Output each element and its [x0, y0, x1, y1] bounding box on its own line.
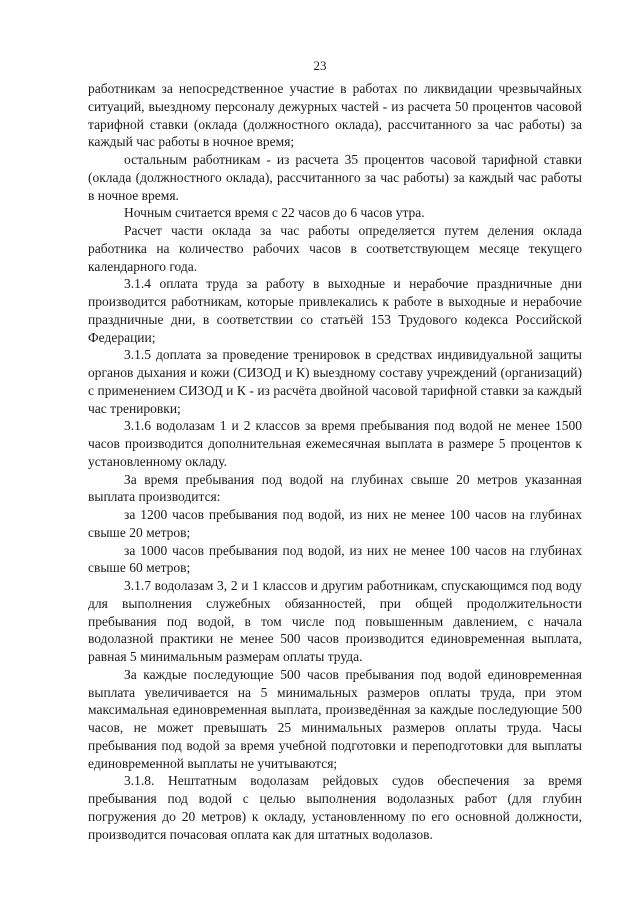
- paragraph: За каждые последующие 500 часов пребывания под водой единовременная выплата увеличивается на 5 минимальных размеров оплаты труда, при этом максимальная единовременная выплата, произведённая за каждые последующие 500 часов, не может превышать 25 минимальных размеров оплаты труда. Часы пребывания под водой за время учебной подготовки и переподготовки для выплаты единовременной выплаты не учитываются;: [88, 666, 582, 771]
- paragraph: 3.1.5 доплата за проведение тренировок в средствах индивидуальной защиты органов дыхания и кожи (СИЗОД и К) выездному составу учреждений (организаций) с применением СИЗОД и К - из расчёта двойной часовой тарифной ставки за каждый час тренировки;: [88, 347, 582, 416]
- paragraph: 3.1.8. Нештатным водолазам рейдовых судов обеспечения за время пребывания под водой с целью выполнения водолазных работ (для глубин погружения до 20 метров) к окладу, установленному по его основной должности, производится почасовая оплата как для штатных водолазов.: [88, 773, 582, 842]
- paragraph: 3.1.6 водолазам 1 и 2 классов за время пребывания под водой не менее 1500 часов производится дополнительная ежемесячная выплата в размере 5 процентов к установленному окладу.: [88, 418, 582, 469]
- paragraph: Расчет части оклада за час работы определяется путем деления оклада работника на количество рабочих часов в соответствующем месяце текущего календарного года.: [88, 223, 582, 274]
- paragraph: остальным работникам - из расчета 35 процентов часовой тарифной ставки (оклада (должностного оклада), рассчитанного за час работы) за каждый час работы в ночное время.: [88, 152, 582, 203]
- paragraph: Ночным считается время с 22 часов до 6 часов утра.: [124, 205, 425, 221]
- paragraph: за 1000 часов пребывания под водой, из них не менее 100 часов на глубинах свыше 60 метров;: [88, 542, 582, 576]
- page-number: 23: [313, 58, 327, 73]
- paragraph: За время пребывания под водой на глубинах свыше 20 метров указанная выплата производится:: [88, 471, 582, 505]
- paragraph: 3.1.4 оплата труда за работу в выходные и нерабочие праздничные дни производится работникам, которые привлекались к работе в выходные и нерабочие праздничные дни, в соответствии со статьёй 153 Трудового кодекса Российской Федерации;: [88, 276, 582, 345]
- body-text: [88, 80, 582, 843]
- paragraph: работникам за непосредственное участие в работах по ликвидации чрезвычайных ситуаций, выездному персоналу дежурных частей - из расчета 50 процентов часовой тарифной ставки (оклада (должностного оклада), рассчитанного за час работы) за каждый час работы в ночное время;: [88, 81, 582, 150]
- paragraph: 3.1.7 водолазам 3, 2 и 1 классов и другим работникам, спускающимся под воду для выполнения служебных обязанностей, при общей продолжительности пребывания под водой, в том числе под повышенным давлением, с начала водолазной практики не менее 500 часов производится единовременная выплата, равная 5 минимальным размерам оплаты труда.: [88, 578, 582, 664]
- paragraph: за 1200 часов пребывания под водой, из них не менее 100 часов на глубинах свыше 20 метров;: [88, 507, 582, 540]
